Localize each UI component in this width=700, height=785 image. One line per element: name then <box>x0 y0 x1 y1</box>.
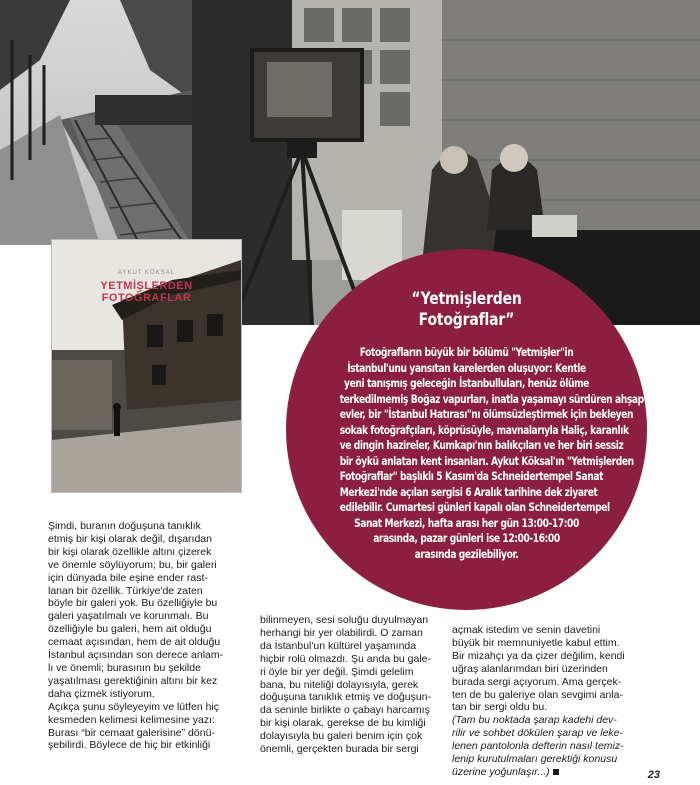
italic-text-line: lenen pantolonla defterin nasıl temiz- <box>452 740 624 753</box>
callout-line: sokak fotoğrafçıları, köprüsüyle, mavnalarıyla Haliç, karanlık <box>339 422 629 437</box>
text-line: lı ve önemli; burasının bu şekilde <box>48 661 201 674</box>
callout-line: terkedilmemiş Boğaz vapurları, inatla yaşamayı sürdüren ahşap <box>339 391 644 406</box>
text-line: uğraş alanlarımdan biri üzerinden <box>452 662 608 675</box>
callout-line: edilebilir. Cumartesi günleri kapalı olan Schneidertempel <box>339 500 610 514</box>
text-line: büyük bir memnuniyetle kabul ettim. <box>452 636 620 649</box>
poster-title-line1: YETMİŞLERDEN <box>100 280 193 292</box>
text-line: bir kişi olarak, gerekse de bu kimliği <box>260 717 426 730</box>
text-line: ten de bu galeriye olan sevgimi anla- <box>452 688 624 701</box>
text-line: önemli, gerçekten burada bir sergi <box>260 743 419 756</box>
text-line: daha çizmek istiyorum. <box>48 687 155 700</box>
text-line: özelliğiyle bu galeri, hem ait olduğu <box>48 623 212 636</box>
text-line: açmak istedim ve senin davetini <box>452 624 601 636</box>
callout-line: Merkezi'nde açılan sergisi 6 Aralık tarihine dek ziyaret <box>339 484 598 499</box>
text-line: lanan bir özellik. Türkiye'de zaten <box>48 584 203 597</box>
callout-line: Sanat Merkezi, hafta arası her gün 13:00-17:00 <box>354 515 579 530</box>
text-line: cemaat açısından, hem de ait olduğu <box>48 636 221 649</box>
text-line: için dünyada bile eşine ender rast- <box>48 571 208 584</box>
text-line: Burası “bir cemaat galerisine” dönü- <box>48 726 215 739</box>
italic-text-end: üzerine yoğunlaşır...) <box>452 765 550 778</box>
text-line: doğuşuna tanıklık etmiş ve doğuşun- <box>260 691 432 704</box>
callout-line: evler, bir "İstanbul Hatırası"nı ölümsüzleştirmek için bekleyen <box>339 407 634 421</box>
text-line: Bir mizahçı ya da çizer değilim, kendi <box>452 649 625 662</box>
text-line: kesmeden kelimesi kelimesine yazı: <box>48 713 215 726</box>
text-line: bilinmeyen, sesi soluğu duyulmayan <box>260 614 429 626</box>
end-of-article-square-icon <box>553 769 559 775</box>
article-column-1 <box>48 520 248 752</box>
text-line: Açıkça şunu söyleyeyim ve lütfen hiç <box>48 700 219 713</box>
text-line: şebilirdi. Böylece de hiç bir etkinliği <box>48 739 211 752</box>
railway-station-illustration <box>0 0 192 245</box>
text-line: da İstanbul'un kültürel yaşamında <box>260 639 417 652</box>
poster-author: AYKUT KÖKSAL <box>117 270 176 276</box>
poster-title-line2: FOTOĞRAFLAR <box>101 292 192 304</box>
callout-line: Fotoğrafların büyük bir bölümü "Yetmişler"in <box>359 345 574 359</box>
text-line: etmiş bir kişi olarak değil, dışarıdan <box>48 532 212 545</box>
text-line: Şimdi, buranın doğuşuna tanıklık <box>48 520 201 532</box>
callout-title-line2: Fotoğraflar” <box>418 310 515 330</box>
text-line: dolayısıyla bu galeri benim için çok <box>260 730 423 743</box>
text-line: da seninle birlikte o çabayı harcamış <box>260 704 430 717</box>
text-line: herhangi bir yer olabilirdi. O zaman <box>260 626 423 639</box>
callout-title-line1: “Yetmişlerden <box>411 289 522 309</box>
page-number: 23 <box>647 769 660 781</box>
callout-line: yeni tanışmış geleceğin İstanbulluları, henüz ölüme <box>344 376 589 390</box>
article-column-3 <box>452 624 652 779</box>
railway-station-photo <box>0 0 192 245</box>
callout-line: bir öykü anlatan kent insanları. Aykut Köksal'ın "Yetmişlerden <box>339 453 634 468</box>
callout-line: ve dingin hazireler, Kumkapı'nın balıkçıları ve her biri sessiz <box>339 438 624 452</box>
italic-text-line <box>452 766 652 779</box>
text-line: bir kişi olarak özellikle altını çizerek <box>48 545 212 558</box>
italic-text-line: lenip kurutulmaları gerektiği konusu <box>452 753 618 766</box>
callout-body <box>308 345 644 562</box>
italic-text-line: rilir ve sohbet dökülen şarap ve leke- <box>452 727 624 740</box>
exhibition-poster <box>52 240 241 492</box>
callout-line: İstanbul'unu yansıtan karelerden oluşuyor: Kentle <box>347 360 586 375</box>
callout-title <box>318 289 614 331</box>
text-line: hiçbir rolü olmazdı. Şu anda bu gale- <box>260 652 432 665</box>
callout-line: arasında, pazar günleri ise 12:00-16:00 <box>373 531 560 545</box>
poster-background <box>52 240 241 492</box>
callout-line: Fotoğraflar" başlıklı 5 Kasım'da Schneidertempel Sanat <box>339 469 604 483</box>
text-line: yaşatılması gerektiğinin altını bir kez <box>48 674 218 687</box>
callout-line: arasında gezilebiliyor. <box>414 546 519 561</box>
text-line: böyle bir galeri yok. Bu özelliğiyle bu <box>48 597 218 610</box>
exhibition-callout-circle <box>286 249 647 610</box>
text-line: ve önemle söylüyorum; bu, bir galeri <box>48 558 217 571</box>
text-line: burada sergi açıyorum. Ama gerçek- <box>452 675 622 688</box>
article-column-2 <box>260 614 438 756</box>
italic-text-line: (Tam bu noktada şarap kadehi dev- <box>452 714 617 727</box>
text-line: İstanbul açısından son derece anlam- <box>48 649 224 662</box>
text-line: ri öyle bir yer değil. Şimdi gelelim <box>260 665 414 678</box>
text-line: bana, bu niteliği dolayısıyla, gerek <box>260 678 419 691</box>
text-line: tan bir sergi oldu bu. <box>452 701 548 714</box>
text-line: galeri yaşatılmalı ve korunmalı. Bu <box>48 610 209 623</box>
